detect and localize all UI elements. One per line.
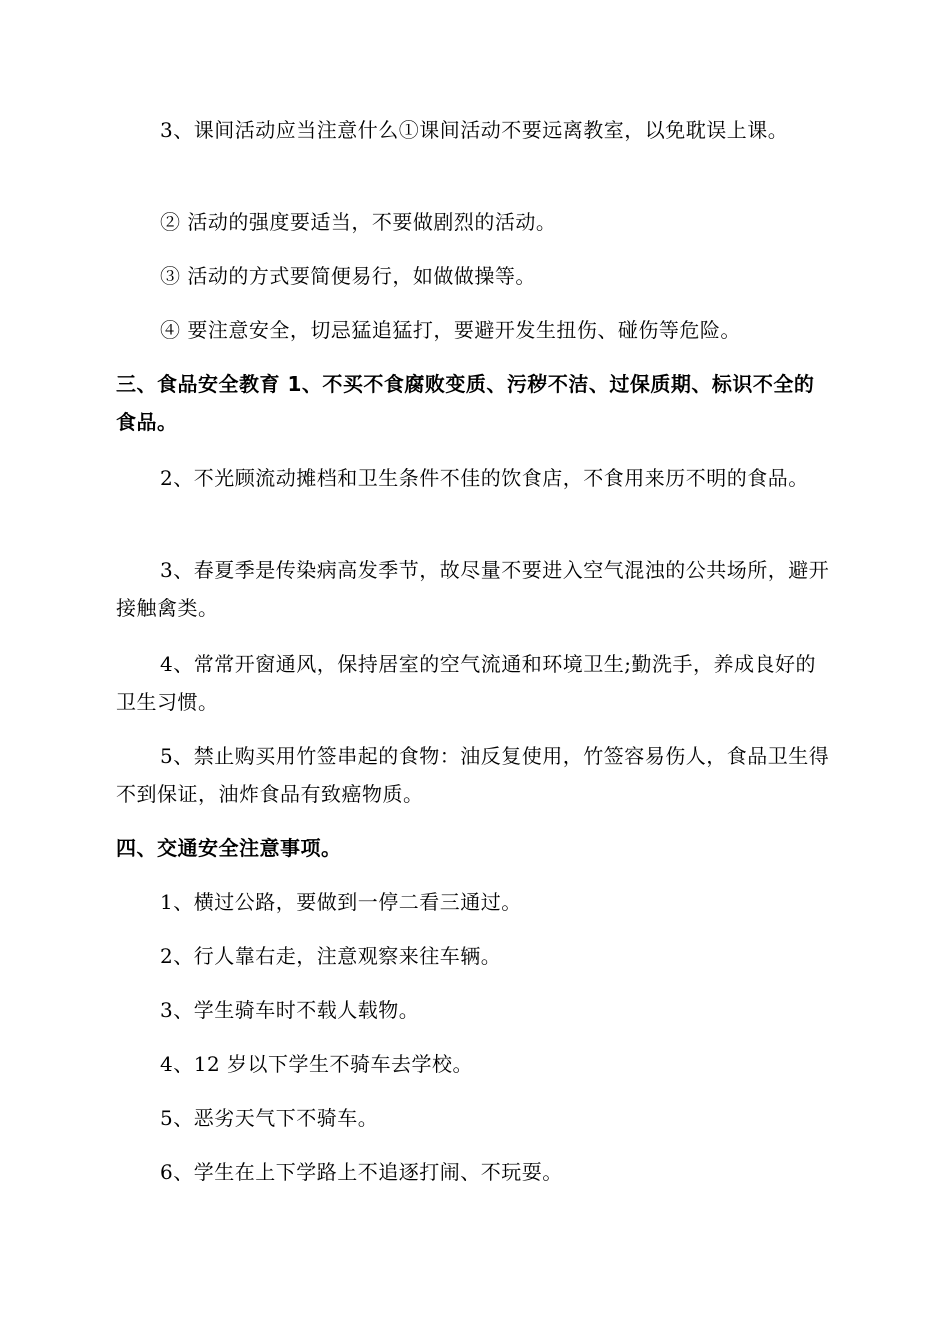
paragraph-recess-activity: 3、课间活动应当注意什么①课间活动不要远离教室，以免耽误上课。 [160,118,789,142]
section-heading-food-safety: 三、食品安全教育 1、不买不食腐败变质、污秽不洁、过保质期、标识不全的食品。 [116,372,815,434]
paragraph-epidemic-season: 3、春夏季是传染病高发季节，故尽量不要进入空气混浊的公共场所，避开接触禽类。 [116,558,830,620]
paragraph-ventilation-hygiene: 4、常常开窗通风，保持居室的空气流通和环境卫生;勤洗手，养成良好的卫生习惯。 [116,652,816,714]
paragraph-walk-right: 2、行人靠右走，注意观察来往车辆。 [160,944,502,968]
paragraph-activity-method: ③ 活动的方式要简便易行，如做做操等。 [160,264,536,288]
paragraph-bad-weather: 5、恶劣天气下不骑车。 [160,1106,379,1130]
paragraph-age-limit-cycling: 4、12 岁以下学生不骑车去学校。 [160,1052,474,1076]
paragraph-activity-safety: ④ 要注意安全，切忌猛追猛打，要避开发生扭伤、碰伤等危险。 [160,318,741,342]
paragraph-crossing-road: 1、横过公路，要做到一停二看三通过。 [160,890,522,914]
paragraph-no-passengers: 3、学生骑车时不载人载物。 [160,998,420,1022]
paragraph-skewered-food: 5、禁止购买用竹签串起的食物：油反复使用，竹签容易伤人，食品卫生得不到保证，油炸食品有致癌物质。 [116,744,830,806]
paragraph-food-stalls: 2、不光顾流动摊档和卫生条件不佳的饮食店，不食用来历不明的食品。 [160,466,809,490]
paragraph-no-playing-on-road: 6、学生在上下学路上不追逐打闹、不玩耍。 [160,1160,563,1184]
section-heading-traffic-safety: 四、交通安全注意事项。 [116,836,342,860]
paragraph-activity-intensity: ② 活动的强度要适当，不要做剧烈的活动。 [160,210,557,234]
